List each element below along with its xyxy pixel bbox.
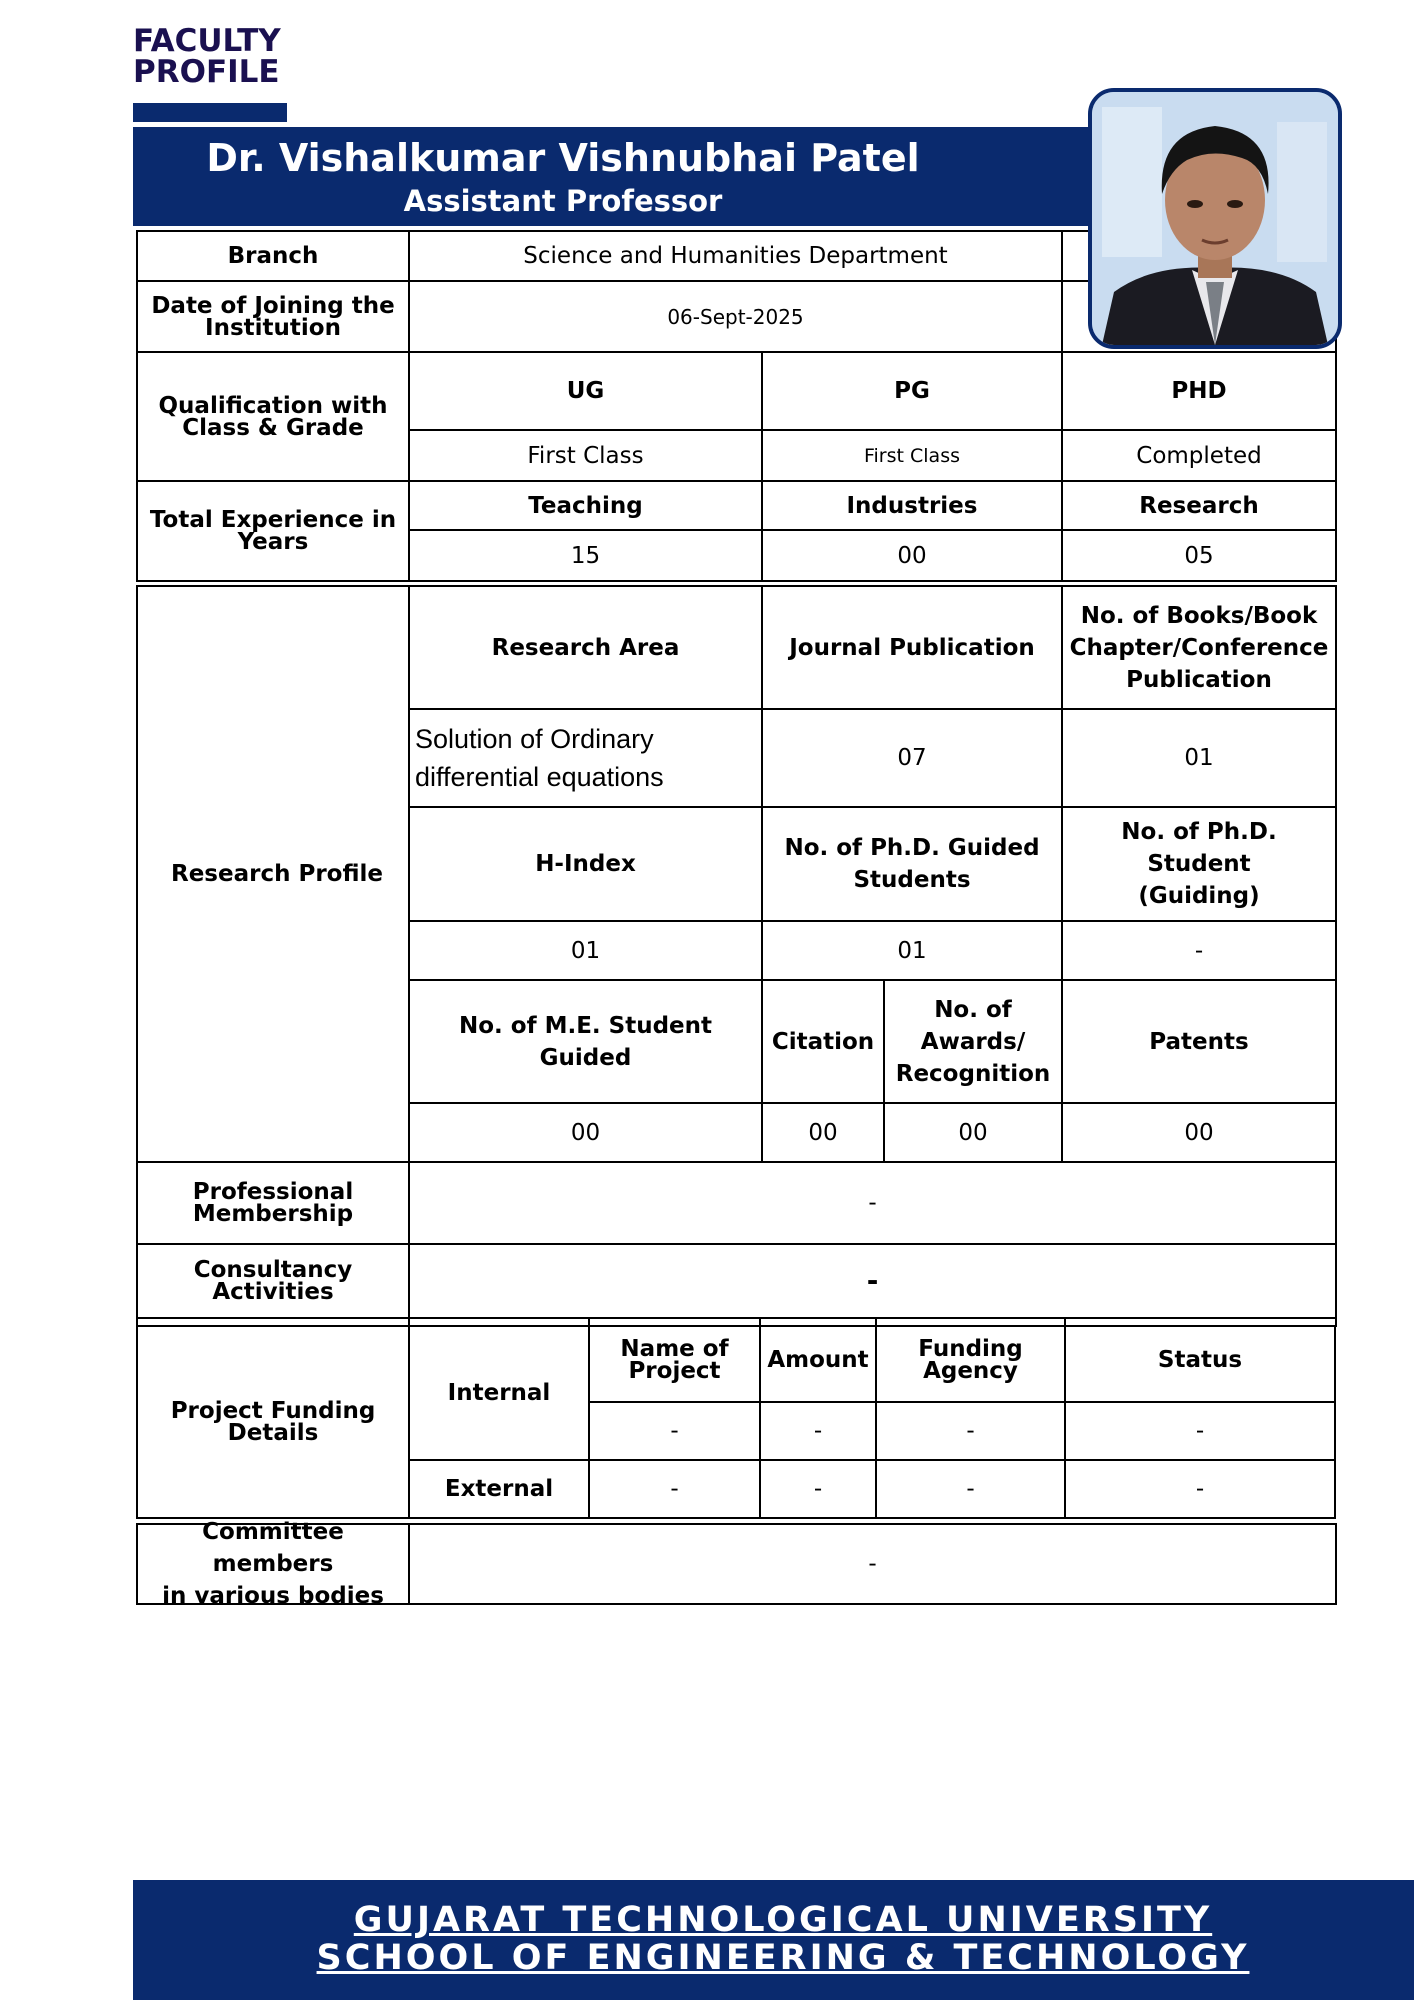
journal-publication-header: Journal Publication bbox=[789, 634, 1035, 661]
qual-value-phd: Completed bbox=[1136, 442, 1262, 469]
footer-banner bbox=[133, 1880, 1414, 2000]
person-portrait-icon bbox=[1092, 92, 1338, 345]
consultancy-value: - bbox=[866, 1264, 879, 1297]
patents-value: 00 bbox=[1184, 1119, 1214, 1146]
external-amount: - bbox=[813, 1476, 823, 1502]
awards-header: No. of Awards/ Recognition bbox=[895, 996, 1051, 1087]
qual-value-pg: First Class bbox=[863, 444, 960, 467]
footer-school: SCHOOL OF ENGINEERING & TECHNOLOGY bbox=[316, 1938, 1250, 1978]
qual-value-ug: First Class bbox=[527, 442, 644, 469]
heading-accent-bar bbox=[133, 103, 287, 122]
phd-guiding-value: - bbox=[1194, 937, 1204, 964]
consultancy-label: Consultancy Activities bbox=[193, 1257, 353, 1305]
exp-header-teaching: Teaching bbox=[528, 492, 643, 519]
doj-label: Date of Joining the Institution bbox=[151, 292, 395, 341]
membership-value: - bbox=[868, 1190, 877, 1216]
internal-project-name: - bbox=[670, 1418, 679, 1444]
committee-label: Committee members in various bodies bbox=[162, 1519, 384, 1609]
me-guided-value: 00 bbox=[570, 1119, 601, 1146]
awards-value: 00 bbox=[958, 1119, 988, 1146]
exp-value-teaching: 15 bbox=[570, 542, 601, 569]
name-banner bbox=[133, 127, 1093, 226]
heading-line-2: PROFILE bbox=[133, 54, 280, 90]
experience-label: Total Experience in Years bbox=[149, 507, 397, 555]
committee-value: - bbox=[868, 1551, 877, 1577]
books-publication-header: No. of Books/Book Chapter/Conference Publication bbox=[1069, 602, 1329, 693]
doj-value: 06-Sept-2025 bbox=[667, 304, 804, 329]
h-index-header: H-Index bbox=[535, 851, 636, 877]
research-area-value: Solution of Ordinary differential equations bbox=[415, 724, 664, 792]
project-funding-label: Project Funding Details bbox=[170, 1398, 376, 1446]
internal-status: - bbox=[1195, 1418, 1205, 1444]
internal-amount: - bbox=[813, 1418, 823, 1444]
faculty-designation: Assistant Professor bbox=[403, 184, 723, 218]
faculty-profile-heading bbox=[133, 23, 281, 90]
external-agency: - bbox=[966, 1476, 975, 1502]
amount-header: Amount bbox=[767, 1347, 869, 1373]
faculty-name: Dr. Vishalkumar Vishnubhai Patel bbox=[206, 136, 920, 180]
journal-publication-value: 07 bbox=[897, 745, 927, 771]
exp-header-industries: Industries bbox=[846, 492, 978, 519]
phd-guided-header: No. of Ph.D. Guided Students bbox=[784, 835, 1040, 893]
research-profile-label: Research Profile bbox=[170, 861, 383, 887]
membership-label: Professional Membership bbox=[192, 1179, 354, 1227]
patents-header: Patents bbox=[1149, 1028, 1249, 1055]
exp-value-research: 05 bbox=[1184, 542, 1214, 569]
books-publication-value: 01 bbox=[1184, 745, 1214, 771]
exp-header-research: Research bbox=[1139, 492, 1259, 519]
qual-header-phd: PHD bbox=[1171, 378, 1227, 404]
h-index-value: 01 bbox=[570, 937, 601, 964]
phd-guiding-header: No. of Ph.D. Student (Guiding) bbox=[1121, 819, 1277, 909]
qual-header-pg: PG bbox=[894, 378, 930, 404]
research-area-header: Research Area bbox=[491, 634, 680, 661]
faculty-photo bbox=[1088, 88, 1342, 349]
qualification-label: Qualification with Class & Grade bbox=[158, 392, 388, 441]
external-project-name: - bbox=[670, 1476, 679, 1502]
me-guided-header: No. of M.E. Student Guided bbox=[458, 1012, 713, 1071]
status-header: Status bbox=[1157, 1347, 1243, 1373]
heading-line-1: FACULTY bbox=[133, 23, 281, 59]
branch-value: Science and Humanities Department bbox=[523, 243, 948, 269]
funding-agency-header: Funding Agency bbox=[918, 1336, 1023, 1384]
footer-university: GUJARAT TECHNOLOGICAL UNIVERSITY bbox=[353, 1900, 1213, 1940]
phd-guided-value: 01 bbox=[897, 937, 927, 964]
external-status: - bbox=[1195, 1476, 1205, 1502]
external-funding-label: External bbox=[444, 1476, 554, 1502]
internal-funding-label: Internal bbox=[447, 1380, 551, 1406]
citation-header: Citation bbox=[771, 1028, 875, 1055]
project-name-header: Name of Project bbox=[620, 1336, 729, 1384]
exp-value-industries: 00 bbox=[897, 542, 927, 569]
qual-header-ug: UG bbox=[566, 378, 605, 404]
branch-label: Branch bbox=[227, 243, 319, 269]
citation-value: 00 bbox=[808, 1119, 838, 1146]
internal-agency: - bbox=[966, 1418, 975, 1444]
